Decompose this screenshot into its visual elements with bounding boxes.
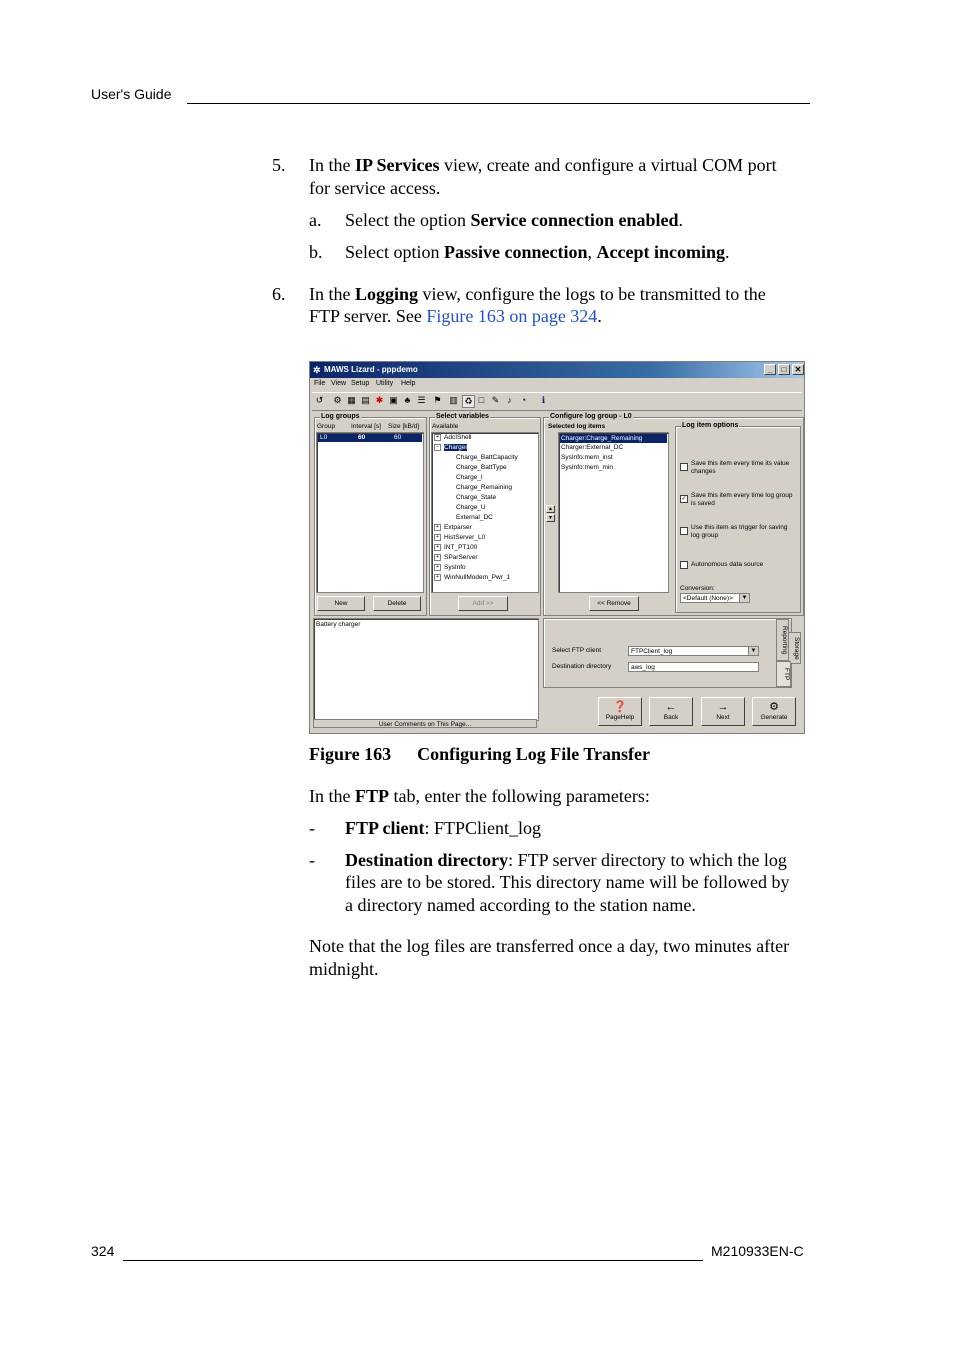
app-icon: ✲ <box>313 365 321 375</box>
logging-icon[interactable]: ♻ <box>462 395 475 408</box>
open-icon[interactable]: ↺ <box>315 395 324 405</box>
list-icon[interactable]: ☰ <box>417 395 426 405</box>
expand-icon[interactable]: + <box>434 434 441 441</box>
conversion-select[interactable]: <Default (None)> ▼ <box>680 593 750 603</box>
arrow-right-icon: → <box>717 701 729 713</box>
log-groups-panel <box>314 413 427 616</box>
maximize-icon[interactable]: □ <box>778 364 790 375</box>
opt2-checkbox[interactable]: ✓ <box>681 496 687 502</box>
select-variables-panel <box>429 413 541 616</box>
ftp-client-label: Select FTP client <box>552 647 602 654</box>
step-6-text: In the Logging view, configure the logs to be transmitted to the <box>309 284 766 304</box>
remove-button[interactable]: << Remove <box>589 596 639 611</box>
configure-log-group-panel <box>543 413 804 616</box>
back-button[interactable]: ← Back <box>649 697 693 726</box>
expand-icon[interactable]: + <box>434 574 441 581</box>
opt3-label-2: log group <box>691 532 719 539</box>
figure-link[interactable]: Figure 163 on page 324 <box>426 306 598 326</box>
toolbar <box>312 392 802 411</box>
tree-item[interactable]: Charge_Remaining <box>456 484 513 491</box>
opt4-label: Autonomous data source <box>691 561 764 568</box>
step-6-number: 6. <box>272 284 286 304</box>
page-header: User's Guide <box>91 86 172 102</box>
list-item[interactable]: Charger:External_DC <box>561 444 624 451</box>
disk-icon[interactable]: ▣ <box>389 395 398 405</box>
step-5-text-line2: for service access. <box>309 178 441 198</box>
chevron-down-icon: ▼ <box>748 647 758 655</box>
note-line2: midnight. <box>309 959 379 979</box>
tree-item[interactable]: Charge_I <box>456 474 483 481</box>
menu-view[interactable]: View <box>331 380 347 387</box>
configure-title: Configure log group - L0 <box>550 413 632 420</box>
meter-icon[interactable]: ▥ <box>449 395 458 405</box>
expand-icon[interactable]: + <box>434 554 441 561</box>
header-rule <box>187 103 810 104</box>
list-item[interactable]: SysInfo:mem_min <box>561 464 614 471</box>
bullet-destination: Destination directory: FTP server directory to which the log <box>345 850 787 870</box>
tab-storage[interactable]: Storage <box>788 632 801 664</box>
tree-item[interactable]: External_DC <box>456 514 493 521</box>
tree-item[interactable]: + INT_PT100 <box>434 544 477 551</box>
note-line1: Note that the log files are transferred once a day, two minutes after <box>309 936 790 956</box>
tree-item[interactable]: Charge_BattType <box>456 464 507 471</box>
bullet-dash: - <box>309 850 315 870</box>
destination-dir-label: Destination directory <box>552 663 612 670</box>
clock-icon[interactable]: ◔ <box>520 395 527 405</box>
delete-button[interactable]: Delete <box>373 596 421 611</box>
step-5b-text: Select option Passive connection, Accept incoming. <box>345 242 730 262</box>
bullet-ftp-client: FTP client: FTPClient_log <box>345 818 542 838</box>
edit-icon[interactable]: ✎ <box>491 395 500 405</box>
expand-icon[interactable]: + <box>434 534 441 541</box>
list-item[interactable]: Charger:Charge_Remaining <box>560 434 667 443</box>
conversion-label: Conversion: <box>680 585 715 592</box>
tree-item[interactable]: + SysInfo <box>434 564 466 571</box>
selected-items-list[interactable] <box>558 432 669 593</box>
menu-help[interactable]: Help <box>401 380 416 387</box>
log-groups-title: Log groups <box>321 413 360 420</box>
variables-tree[interactable] <box>431 432 539 593</box>
tree-item-charger[interactable]: − Charger <box>434 444 467 451</box>
col-group: Group <box>317 423 336 430</box>
step-5-text: In the IP Services view, create and configure a virtual COM port <box>309 155 777 175</box>
tree-item[interactable]: + Extparser <box>434 524 472 531</box>
opt3-checkbox[interactable] <box>680 527 688 535</box>
tab-ftp[interactable]: FTP <box>776 661 791 687</box>
grid-icon[interactable]: ▦ <box>347 395 356 405</box>
bullet-dash: - <box>309 818 315 838</box>
page-icon[interactable]: □ <box>478 395 485 405</box>
opt1-checkbox[interactable] <box>680 463 688 471</box>
bullet-destination-line2: files are to be stored. This directory name will be followed by <box>345 872 790 892</box>
expand-icon[interactable]: + <box>434 544 441 551</box>
tree-item[interactable]: + WinNullModem_Pwr_1 <box>434 574 510 581</box>
expand-icon[interactable]: + <box>434 564 441 571</box>
network-icon[interactable]: ⚙ <box>333 395 342 405</box>
move-up-icon[interactable]: ▲ <box>546 505 555 513</box>
tree-icon[interactable]: ♣ <box>404 395 411 405</box>
table-icon[interactable]: ▤ <box>361 395 370 405</box>
flag-icon[interactable]: ⚑ <box>433 395 442 405</box>
tree-item[interactable]: Charge_State <box>456 494 497 501</box>
bullet-destination-line3: a directory named according to the station name. <box>345 895 696 915</box>
opt2-label: Save this item every time log group <box>691 492 793 499</box>
opt2-label-2: is saved <box>691 500 715 507</box>
comments-box[interactable] <box>313 618 539 721</box>
selected-items-title: Selected log items <box>548 423 606 430</box>
tab-reporting[interactable]: Reporting <box>776 619 789 661</box>
star-icon[interactable]: ✱ <box>375 395 384 405</box>
arrow-left-icon: ← <box>665 701 677 713</box>
table-row[interactable]: L0 60 60 <box>318 434 422 442</box>
add-button[interactable]: Add >> <box>458 596 508 611</box>
destination-dir-input[interactable]: aws_log <box>628 662 759 672</box>
col-interval: Interval [s] <box>351 423 381 430</box>
document-code: M210933EN-C <box>711 1243 804 1259</box>
bell-icon[interactable]: ♪ <box>507 395 512 405</box>
figure-caption: Figure 163 Configuring Log File Transfer <box>309 744 651 764</box>
window-title: MAWS Lizard - pppdemo <box>324 365 418 374</box>
step-5-number: 5. <box>272 155 286 175</box>
opt1-label: Save this item every time its value <box>691 460 790 467</box>
tree-item[interactable]: + HistServer_L0 <box>434 534 485 541</box>
tree-item-adcishell[interactable]: + AdcIShell <box>434 434 471 441</box>
generate-button[interactable]: ⚙ Generate <box>752 697 796 726</box>
step-5a-text: Select the option Service connection enabled. <box>345 210 683 230</box>
info-icon[interactable]: ℹ <box>541 395 546 405</box>
footer-rule <box>123 1260 703 1261</box>
help-icon: ❓ <box>613 701 627 713</box>
step-6-text-line2: FTP server. See Figure 163 on page 324. <box>309 306 602 326</box>
col-size: Size [kB/d] <box>388 423 420 430</box>
next-button[interactable]: → Next <box>701 697 745 726</box>
ftp-intro: In the FTP tab, enter the following parameters: <box>309 786 650 806</box>
user-comments-button[interactable]: User Comments on This Page... <box>313 719 537 728</box>
page-number: 324 <box>91 1243 115 1259</box>
tree-item[interactable]: Charge_U <box>456 504 486 511</box>
generate-icon: ⚙ <box>769 701 779 713</box>
move-down-icon[interactable]: ▼ <box>546 514 555 522</box>
close-icon[interactable]: ✕ <box>792 364 804 375</box>
ftp-panel <box>543 618 792 688</box>
maws-lizard-window <box>309 361 805 734</box>
menu-setup[interactable]: Setup <box>351 380 370 387</box>
title-bar <box>310 362 804 378</box>
select-variables-title: Select variables <box>436 413 489 420</box>
comments-text: Battery charger <box>316 621 361 628</box>
step-5b-letter: b. <box>309 242 323 262</box>
log-item-options <box>675 422 801 613</box>
list-item[interactable]: SysInfo:mem_inst <box>561 454 613 461</box>
expand-icon[interactable]: + <box>434 524 441 531</box>
log-groups-list[interactable] <box>316 432 424 593</box>
opt3-label: Use this item as trigger for saving <box>691 524 788 531</box>
step-5a-letter: a. <box>309 210 322 230</box>
available-label: Available <box>432 423 459 430</box>
chevron-down-icon: ▼ <box>739 594 749 602</box>
minimize-icon[interactable]: _ <box>764 364 776 375</box>
menu-bar <box>310 379 804 390</box>
tree-item[interactable]: Charge_BattCapacity <box>456 454 518 461</box>
new-button[interactable]: New <box>317 596 365 611</box>
tree-item[interactable]: + SParServer <box>434 554 478 561</box>
options-title: Log item options <box>682 422 739 429</box>
collapse-icon[interactable]: − <box>434 444 441 451</box>
ftp-client-select[interactable]: FTPClient_log ▼ <box>628 646 759 656</box>
pagehelp-button[interactable]: ❓ PageHelp <box>598 697 642 726</box>
menu-utility[interactable]: Utility <box>376 380 394 387</box>
opt1-label-2: changes <box>691 468 716 475</box>
opt4-checkbox[interactable] <box>680 561 688 569</box>
menu-file[interactable]: File <box>314 380 326 387</box>
